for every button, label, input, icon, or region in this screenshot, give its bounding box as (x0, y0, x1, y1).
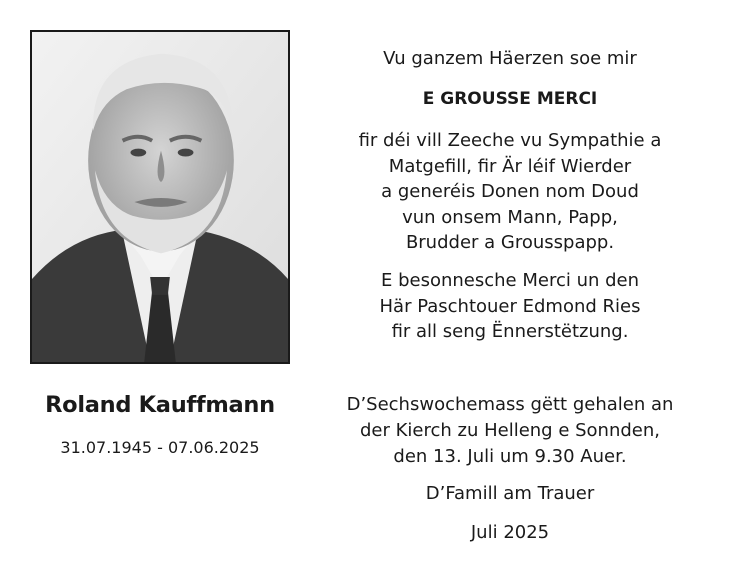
thanks-paragraph (310, 128, 710, 256)
thanks-line: fir déi vill Zeeche vu Sympathie a (358, 130, 662, 151)
family-signature: D’Famill am Trauer (425, 483, 595, 504)
special-thanks-line: fir all seng Ënnerstëtzung. (391, 321, 629, 342)
portrait-image (32, 32, 288, 362)
memorial-mass-line: der Kierch zu Helleng e Sonnden, (359, 420, 661, 441)
memorial-mass-line: D’Sechswochemass gëtt gehalen an (346, 394, 674, 415)
thanks-line: a generéis Donen nom Doud (381, 181, 639, 202)
memorial-mass-line: den 13. Juli um 9.30 Auer. (393, 446, 627, 467)
thanks-line: vun onsem Mann, Papp, (402, 206, 618, 228)
life-dates: 31.07.1945 - 07.06.2025 (60, 438, 260, 457)
memorial-mass-paragraph (310, 392, 710, 470)
special-thanks-paragraph (310, 268, 710, 345)
thanks-line: Matgefill, fir Är léif Wierder (388, 155, 632, 177)
thanks-title: E GROUSSE MERCI (422, 89, 598, 109)
portrait-photo (30, 30, 290, 364)
special-thanks-line: E besonnesche Merci un den (380, 270, 640, 291)
notice-date: Juli 2025 (470, 522, 550, 543)
thanks-line: Brudder a Grousspapp. (405, 232, 615, 253)
deceased-name: Roland Kauffmann (45, 392, 275, 418)
special-thanks-line: Här Paschtouer Edmond Ries (379, 295, 641, 317)
thanks-heading: Vu ganzem Häerzen soe mir (383, 48, 637, 69)
